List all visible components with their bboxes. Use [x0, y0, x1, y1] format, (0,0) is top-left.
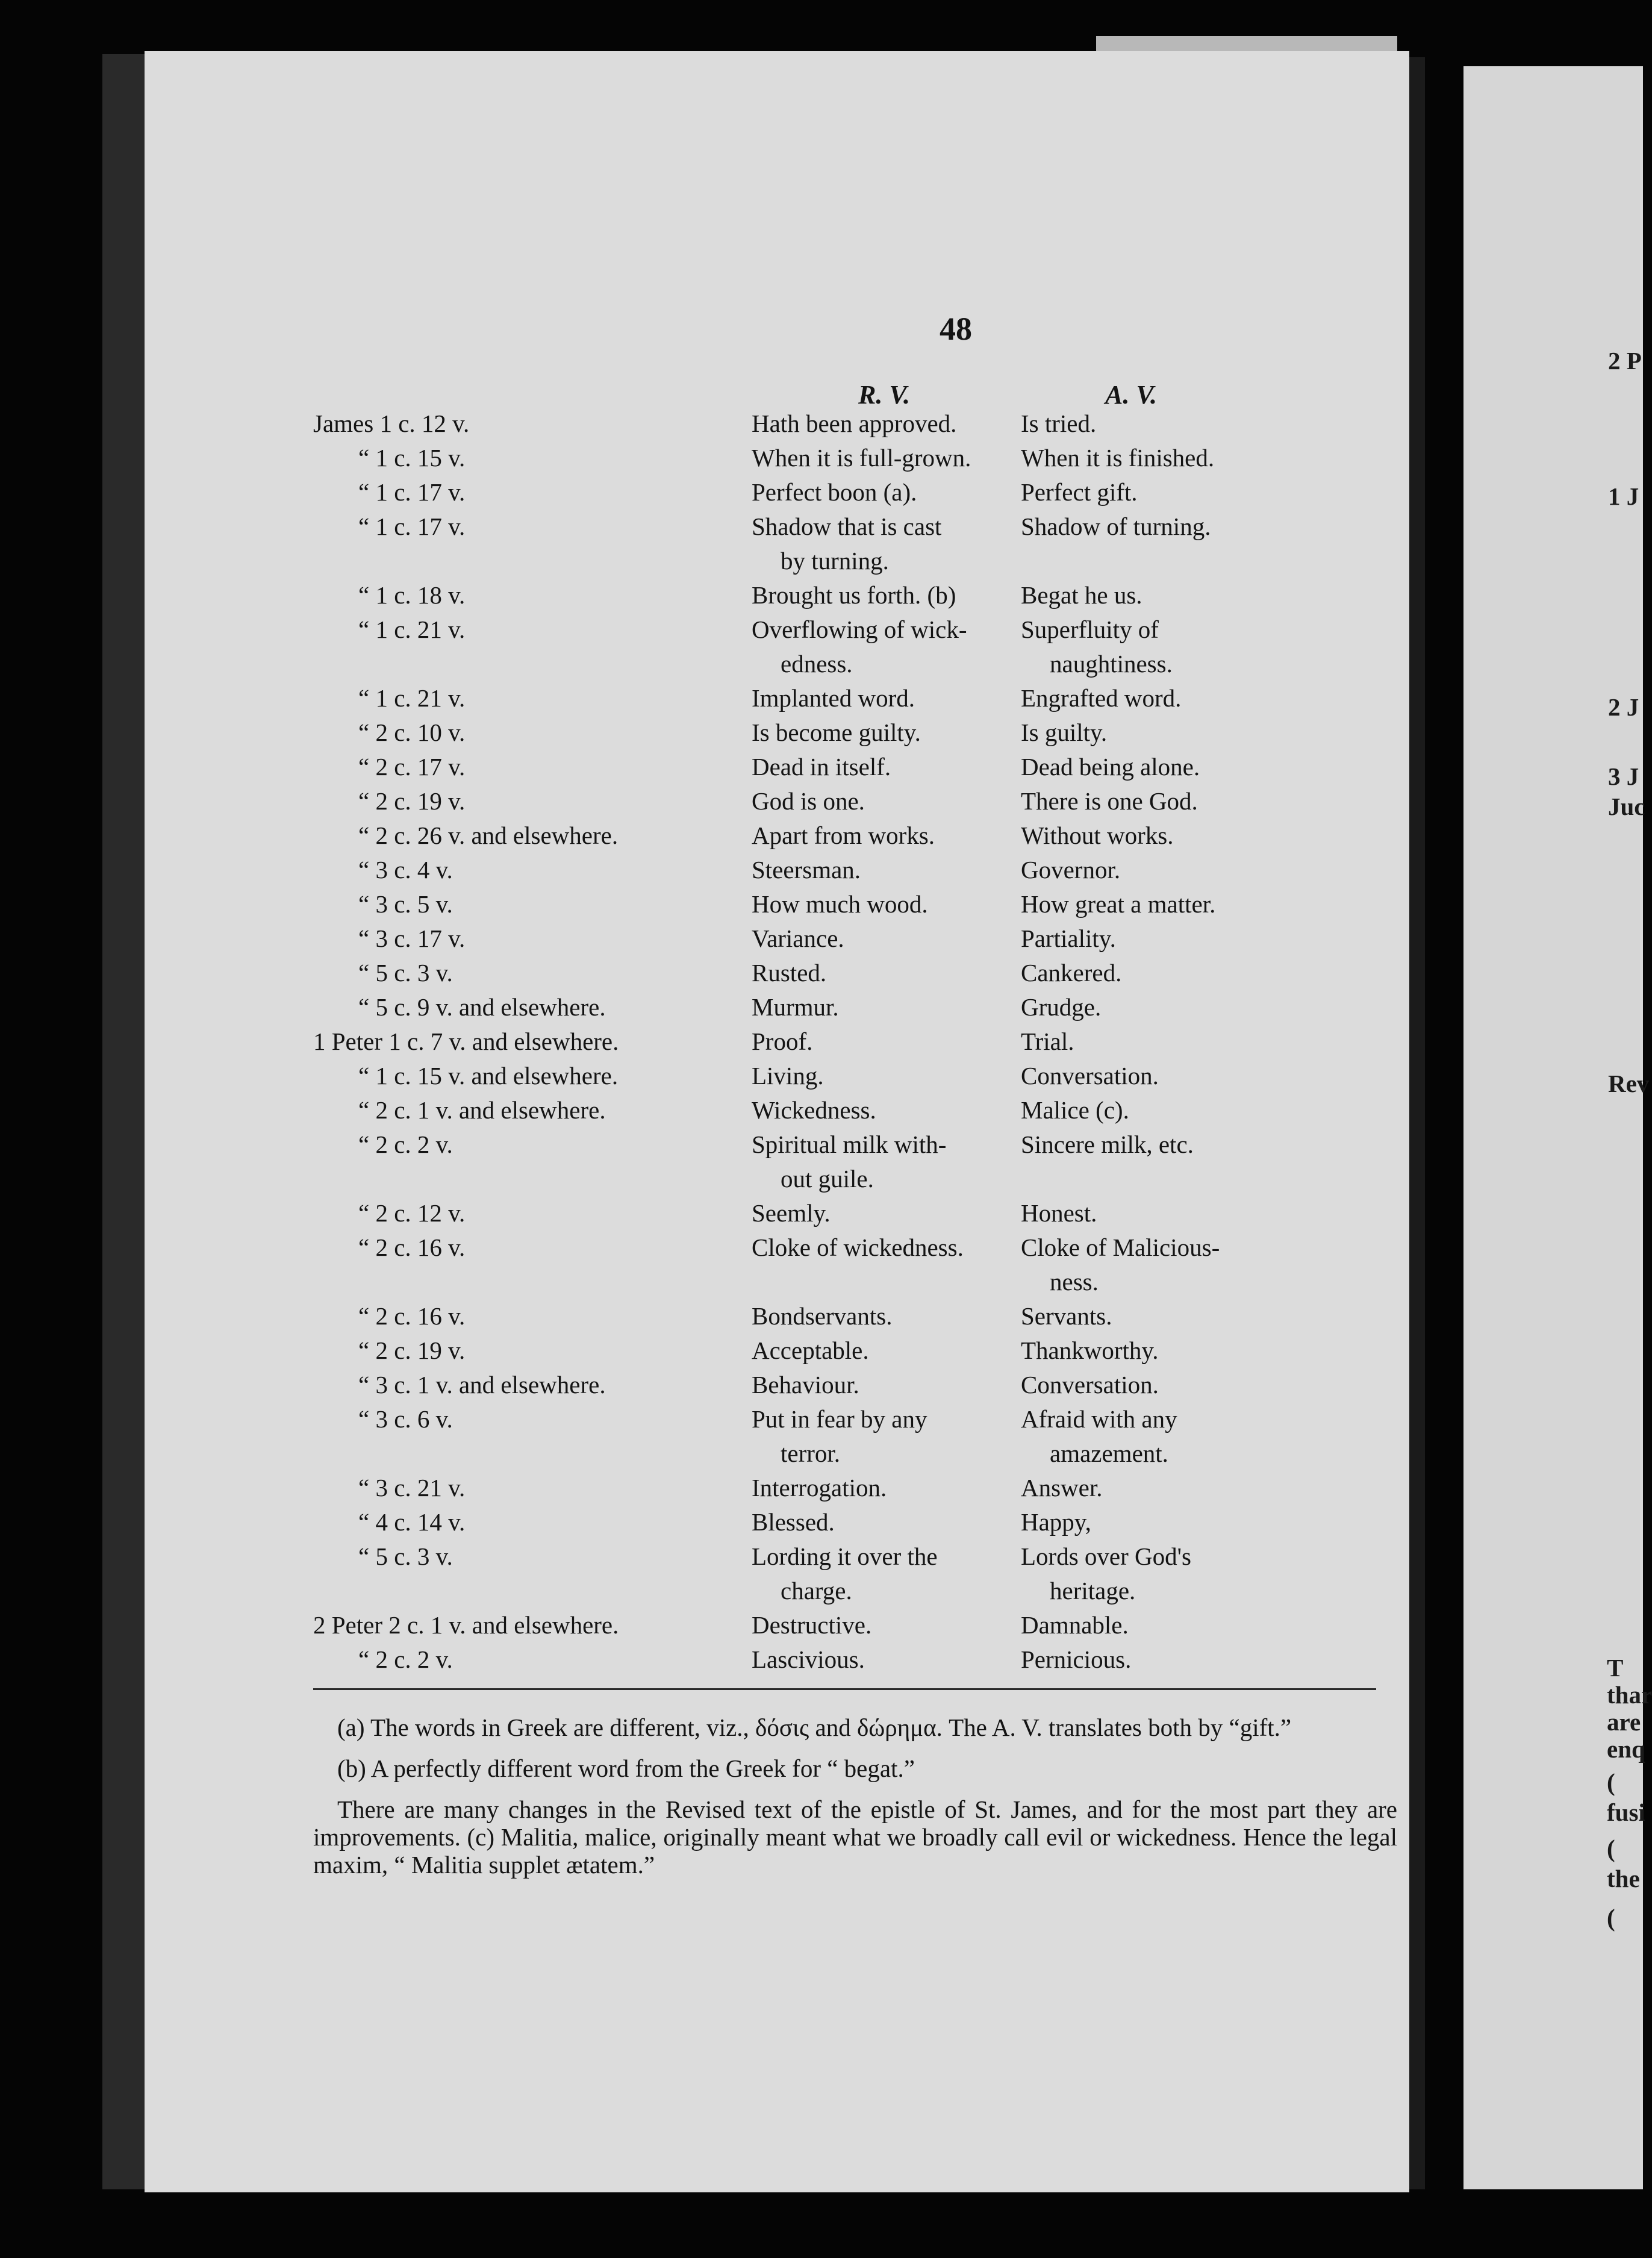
- rv-line: Interrogation.: [752, 1474, 887, 1502]
- revised-version-text: [752, 1196, 1017, 1230]
- scripture-reference: “ 2 c. 16 v.: [358, 1302, 466, 1330]
- scripture-reference: “ 1 c. 21 v.: [358, 684, 466, 712]
- authorized-version-text: [1021, 922, 1292, 956]
- authorized-version-text: [1021, 1368, 1292, 1402]
- scripture-reference: “ 2 c. 10 v.: [358, 719, 466, 746]
- revised-version-text: [752, 613, 1017, 681]
- av-line: Happy,: [1021, 1508, 1091, 1536]
- rv-line: Seemly.: [752, 1199, 831, 1227]
- authorized-version-text: [1021, 1025, 1292, 1059]
- authorized-version-text: [1021, 578, 1292, 613]
- revised-version-text: [752, 1402, 1017, 1471]
- scripture-reference: “ 2 c. 2 v.: [358, 1131, 453, 1158]
- scripture-reference: 1 Peter 1 c. 7 v. and elsewhere.: [313, 1028, 619, 1055]
- av-line: Grudge.: [1021, 993, 1102, 1021]
- av-line: How great a matter.: [1021, 890, 1216, 918]
- authorized-version-text: [1021, 1299, 1292, 1333]
- revised-version-text: [752, 441, 1017, 475]
- comparison-table: [145, 51, 1409, 1689]
- scripture-reference: “ 3 c. 21 v.: [358, 1474, 466, 1502]
- authorized-version-text: [1021, 1093, 1292, 1127]
- scripture-reference: “ 3 c. 6 v.: [358, 1405, 453, 1433]
- page-gutter-shadow: [102, 54, 145, 2189]
- adjacent-page-fragment: the: [1607, 1865, 1640, 1892]
- rv-line: Perfect boon (a).: [752, 478, 917, 506]
- av-line: Is guilty.: [1021, 719, 1108, 746]
- scripture-reference: “ 3 c. 17 v.: [358, 925, 466, 952]
- revised-version-text: [752, 475, 1017, 510]
- revised-version-text: [752, 1608, 1017, 1642]
- footnote-note: There are many changes in the Revised text of the epistle of St. James, and for the most part they are improvements. (c) Malitia, malice, originally meant what we broadly call evil or wickedness. Hence the legal maxim, “ Malitia supplet ætatem.”: [313, 1795, 1397, 1879]
- authorized-version-text: [1021, 510, 1292, 544]
- revised-version-text: [752, 956, 1017, 990]
- revised-version-text: [752, 853, 1017, 887]
- rv-line: edness.: [781, 650, 853, 678]
- adjacent-page-fragment: (: [1607, 1904, 1615, 1932]
- authorized-version-text: [1021, 475, 1292, 510]
- authorized-version-text: [1021, 1471, 1292, 1505]
- adjacent-page-fragment: 2 J: [1608, 693, 1639, 721]
- footnote-b: (b) A perfectly different word from the Greek for “ begat.”: [337, 1754, 915, 1782]
- authorized-version-text: [1021, 1642, 1292, 1677]
- av-line: Lords over God's: [1021, 1542, 1191, 1570]
- authorized-version-text: [1021, 407, 1292, 441]
- av-line: Dead being alone.: [1021, 753, 1200, 781]
- rv-line: Implanted word.: [752, 684, 915, 712]
- rv-line: Lording it over the: [752, 1542, 938, 1570]
- av-line: Servants.: [1021, 1302, 1112, 1330]
- av-line: Honest.: [1021, 1199, 1097, 1227]
- revised-version-text: [752, 1093, 1017, 1127]
- adjacent-page-fragment: enq: [1607, 1735, 1645, 1763]
- av-line: Shadow of turning.: [1021, 513, 1211, 540]
- revised-version-text: [752, 1299, 1017, 1333]
- revised-version-text: [752, 1127, 1017, 1196]
- rv-line: God is one.: [752, 787, 865, 815]
- scripture-reference: “ 2 c. 26 v. and elsewhere.: [358, 822, 619, 849]
- rv-line: Cloke of wickedness.: [752, 1233, 964, 1261]
- revised-version-text: [752, 922, 1017, 956]
- scripture-reference: 2 Peter 2 c. 1 v. and elsewhere.: [313, 1611, 619, 1639]
- rv-line: Spiritual milk with-: [752, 1131, 947, 1158]
- adjacent-page-fragment: 1 J: [1608, 482, 1639, 510]
- rv-line: charge.: [781, 1577, 852, 1605]
- av-line: Governor.: [1021, 856, 1121, 884]
- scripture-reference: “ 3 c. 5 v.: [358, 890, 453, 918]
- revised-version-text: [752, 1539, 1017, 1608]
- rv-line: Acceptable.: [752, 1336, 869, 1364]
- authorized-version-text: [1021, 1230, 1292, 1299]
- rv-line: Bondservants.: [752, 1302, 893, 1330]
- rv-line: Rusted.: [752, 959, 827, 987]
- page-edge-shadow: [1409, 57, 1425, 2189]
- page-number: 48: [940, 311, 972, 347]
- revised-version-text: [752, 1230, 1017, 1265]
- av-line: There is one God.: [1021, 787, 1198, 815]
- rv-column-header: R. V.: [858, 380, 911, 410]
- revised-version-text: [752, 819, 1017, 853]
- authorized-version-text: [1021, 1505, 1292, 1539]
- av-line: Afraid with any: [1021, 1405, 1177, 1433]
- authorized-version-text: [1021, 1127, 1292, 1162]
- rv-line: Apart from works.: [752, 822, 935, 849]
- rv-line: by turning.: [781, 547, 889, 575]
- av-column-header: A. V.: [1105, 380, 1158, 410]
- authorized-version-text: [1021, 819, 1292, 853]
- scripture-reference: “ 2 c. 16 v.: [358, 1233, 466, 1261]
- authorized-version-text: [1021, 853, 1292, 887]
- footnote-a: (a) The words in Greek are different, viz., δόσις and δώρημα. The A. V. translates both by “gift.”: [337, 1714, 1292, 1741]
- rv-line: Proof.: [752, 1028, 813, 1055]
- av-line: Begat he us.: [1021, 581, 1142, 609]
- footnotes: [313, 1714, 1397, 1892]
- av-line: Damnable.: [1021, 1611, 1129, 1639]
- scripture-reference: “ 3 c. 4 v.: [358, 856, 453, 884]
- scripture-reference: James 1 c. 12 v.: [313, 410, 470, 437]
- scripture-reference: “ 5 c. 3 v.: [358, 1542, 453, 1570]
- authorized-version-text: [1021, 1059, 1292, 1093]
- revised-version-text: [752, 407, 1017, 441]
- adjacent-page-fragment: T: [1607, 1654, 1624, 1682]
- adjacent-page-fragment: Rev: [1608, 1070, 1650, 1097]
- revised-version-text: [752, 1505, 1017, 1539]
- scripture-reference: “ 1 c. 21 v.: [358, 616, 466, 643]
- scripture-reference: “ 1 c. 17 v.: [358, 513, 466, 540]
- rv-line: Is become guilty.: [752, 719, 921, 746]
- revised-version-text: [752, 716, 1017, 750]
- revised-version-text: [752, 510, 1017, 578]
- revised-version-text: [752, 1471, 1017, 1505]
- revised-version-text: [752, 784, 1017, 819]
- rv-line: Living.: [752, 1062, 824, 1090]
- rv-line: Overflowing of wick-: [752, 616, 967, 643]
- rv-line: Brought us forth. (b): [752, 581, 956, 609]
- scripture-reference: “ 4 c. 14 v.: [358, 1508, 466, 1536]
- av-line: Pernicious.: [1021, 1645, 1132, 1673]
- scripture-reference: “ 3 c. 1 v. and elsewhere.: [358, 1371, 606, 1399]
- authorized-version-text: [1021, 1539, 1292, 1608]
- av-line: heritage.: [1050, 1577, 1136, 1605]
- rv-line: Destructive.: [752, 1611, 872, 1639]
- adjacent-page-fragment: 2 P: [1608, 347, 1642, 375]
- scripture-reference: “ 1 c. 18 v.: [358, 581, 466, 609]
- rv-line: out guile.: [781, 1165, 874, 1193]
- rv-line: Murmur.: [752, 993, 839, 1021]
- rv-line: Lascivious.: [752, 1645, 865, 1673]
- authorized-version-text: [1021, 441, 1292, 475]
- av-line: Cankered.: [1021, 959, 1122, 987]
- revised-version-text: [752, 1368, 1017, 1402]
- authorized-version-text: [1021, 1333, 1292, 1368]
- av-line: Without works.: [1021, 822, 1174, 849]
- adjacent-page-fragment: (: [1607, 1835, 1615, 1862]
- adjacent-page-fragment: thar: [1607, 1681, 1652, 1709]
- av-line: Conversation.: [1021, 1062, 1159, 1090]
- revised-version-text: [752, 578, 1017, 613]
- av-line: Superfluity of: [1021, 616, 1159, 643]
- authorized-version-text: [1021, 613, 1292, 681]
- rv-line: Blessed.: [752, 1508, 835, 1536]
- av-line: ness.: [1050, 1268, 1099, 1296]
- scripture-reference: “ 5 c. 3 v.: [358, 959, 453, 987]
- av-line: Malice (c).: [1021, 1096, 1129, 1124]
- av-line: Trial.: [1021, 1028, 1074, 1055]
- rv-line: Behaviour.: [752, 1371, 859, 1399]
- authorized-version-text: [1021, 681, 1292, 716]
- adjacent-page-fragment: fusi: [1607, 1798, 1645, 1826]
- av-line: Sincere milk, etc.: [1021, 1131, 1194, 1158]
- authorized-version-text: [1021, 750, 1292, 784]
- revised-version-text: [752, 990, 1017, 1025]
- scripture-reference: “ 2 c. 17 v.: [358, 753, 466, 781]
- revised-version-text: [752, 1333, 1017, 1368]
- rv-line: Steersman.: [752, 856, 861, 884]
- revised-version-text: [752, 1025, 1017, 1059]
- av-line: When it is finished.: [1021, 444, 1215, 472]
- rv-line: How much wood.: [752, 890, 928, 918]
- scripture-reference: “ 1 c. 17 v.: [358, 478, 466, 506]
- authorized-version-text: [1021, 990, 1292, 1025]
- footnote-rule: [313, 1688, 1376, 1690]
- rv-line: Wickedness.: [752, 1096, 876, 1124]
- authorized-version-text: [1021, 1608, 1292, 1642]
- adjacent-page-fragment: are: [1607, 1708, 1641, 1736]
- adjacent-page-fragment: 3 J: [1608, 763, 1639, 790]
- av-line: Thankworthy.: [1021, 1336, 1159, 1364]
- revised-version-text: [752, 681, 1017, 716]
- revised-version-text: [752, 1642, 1017, 1677]
- av-line: Cloke of Malicious-: [1021, 1233, 1220, 1261]
- authorized-version-text: [1021, 956, 1292, 990]
- scripture-reference: “ 5 c. 9 v. and elsewhere.: [358, 993, 606, 1021]
- av-line: Partiality.: [1021, 925, 1116, 952]
- av-line: amazement.: [1050, 1439, 1168, 1467]
- authorized-version-text: [1021, 1196, 1292, 1230]
- av-line: naughtiness.: [1050, 650, 1173, 678]
- rv-line: Dead in itself.: [752, 753, 891, 781]
- rv-line: Shadow that is cast: [752, 513, 942, 540]
- scripture-reference: “ 2 c. 12 v.: [358, 1199, 466, 1227]
- revised-version-text: [752, 887, 1017, 922]
- rv-line: Put in fear by any: [752, 1405, 927, 1433]
- av-line: Is tried.: [1021, 410, 1097, 437]
- adjacent-page-fragment: Juc: [1608, 793, 1645, 820]
- rv-line: When it is full-grown.: [752, 444, 971, 472]
- scripture-reference: “ 2 c. 2 v.: [358, 1645, 453, 1673]
- authorized-version-text: [1021, 716, 1292, 750]
- av-line: Engrafted word.: [1021, 684, 1182, 712]
- revised-version-text: [752, 750, 1017, 784]
- scripture-reference: “ 2 c. 19 v.: [358, 787, 466, 815]
- scripture-reference: “ 1 c. 15 v.: [358, 444, 466, 472]
- scripture-reference: “ 2 c. 19 v.: [358, 1336, 466, 1364]
- authorized-version-text: [1021, 887, 1292, 922]
- rv-line: terror.: [781, 1439, 841, 1467]
- av-line: Conversation.: [1021, 1371, 1159, 1399]
- av-line: Perfect gift.: [1021, 478, 1138, 506]
- adjacent-page-fragment: (: [1607, 1768, 1615, 1796]
- authorized-version-text: [1021, 784, 1292, 819]
- scripture-reference: “ 1 c. 15 v. and elsewhere.: [358, 1062, 619, 1090]
- rv-line: Variance.: [752, 925, 844, 952]
- revised-version-text: [752, 1059, 1017, 1093]
- rv-line: Hath been approved.: [752, 410, 957, 437]
- scripture-reference: “ 2 c. 1 v. and elsewhere.: [358, 1096, 606, 1124]
- book-page: [145, 51, 1409, 2192]
- authorized-version-text: [1021, 1402, 1292, 1471]
- av-line: Answer.: [1021, 1474, 1103, 1502]
